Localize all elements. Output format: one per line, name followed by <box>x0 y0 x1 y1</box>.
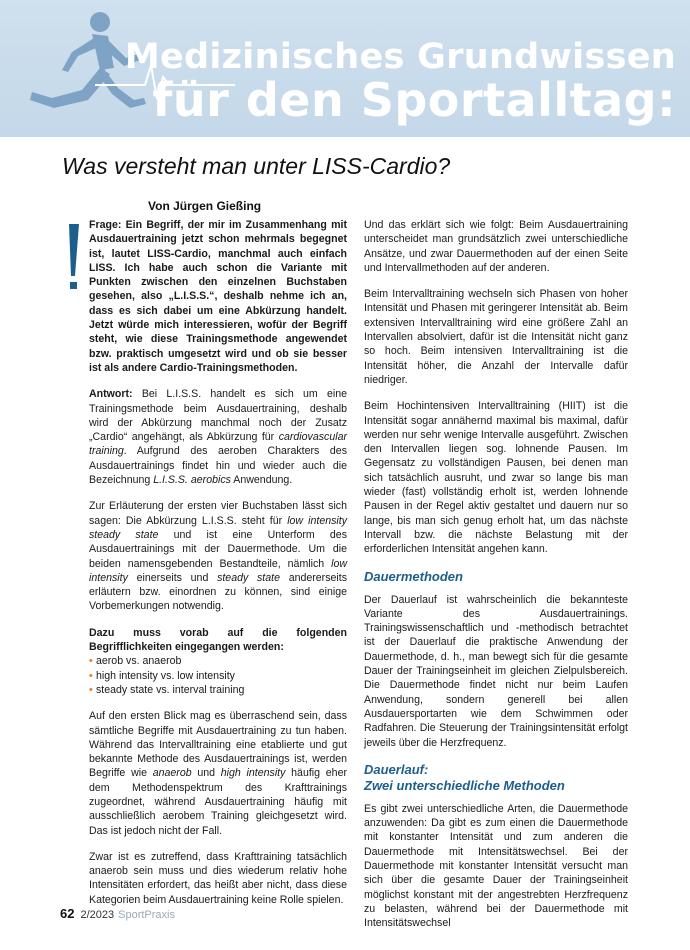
body-paragraph <box>89 709 347 838</box>
answer-text: . Aufgrund des aeroben Charakters des Ausdauertrainings findet hin und wieder auch die Bezeichnung <box>89 445 347 487</box>
body-paragraph: Der Dauerlauf ist wahrscheinlich die bekannteste Variante des Ausdauertrainings. Trainingswissenschaftlich und -methodisch betrachtet ist der Dauerlauf die praktische Anwendung der Dauermethode, d. h., man bewegt sich für die gesamte Dauer der Trainingseinheit im gleichen Zielpulsbereich. Die Dauermethode findet nicht nur beim Laufen Anwendung, sondern generell bei allen Ausdauersportarten wie dem Schwimmen oder Radfahren. Die Steuerung der Trainingsintensität erfolgt jeweils über die Herzfrequenz. <box>364 593 628 749</box>
right-column <box>364 218 628 942</box>
subheading-dauerlauf <box>364 762 628 794</box>
list-item: • aerob vs. anaerob <box>89 654 347 668</box>
subheading-line: Zwei unterschiedliche Methoden <box>364 777 565 793</box>
body-text: häufig eher dem Methodenspektrum des Krafttrainings zugeordnet, während Ausdauertraining häufig mit ausschließlich aerobem Training gleichgesetzt wird. Das ist jedoch nicht der Fall. <box>89 767 347 837</box>
article-headline: Was versteht man unter LISS-Cardio? <box>62 153 451 179</box>
page-number: 62 <box>60 906 75 921</box>
list-item: • high intensity vs. low intensity <box>89 669 347 683</box>
subheading-line: Dauerlauf: <box>364 761 429 777</box>
banner-title-line1: Medizinisches Grundwissen <box>124 37 676 77</box>
body-term: low intensity <box>89 557 347 584</box>
page-footer <box>60 906 175 921</box>
exclamation-mark-icon <box>66 224 80 296</box>
body-term: high intensity <box>220 767 286 780</box>
body-text: Auf den ersten Blick mag es überraschend sein, dass sämtliche Begriffe mit Ausdauertraining zu tun haben. Während das Intervalltraining eine etablierte und gut bekannte Methode des Ausdauertrainings ist, werden Begriffe wie <box>89 710 347 780</box>
reader-question: Frage: Ein Begriff, der mir im Zusammenhang mit Ausdauertraining jetzt schon mehrmals begegnet ist, lautet LISS-Cardio, manchmal auch einfach LISS. Ich habe auch schon die Variante mit Punkten zwischen den einzelnen Buchstaben gesehen, also „L.I.S.S.“, deshalb nehme ich an, dass es sich dabei um eine Abkürzung handelt. Jetzt würde mich interessieren, wofür der Begriff steht, wie diese Trainingsmethode angewendet bzw. praktisch umgesetzt wird und ob sie besser ist als andere Cardio-Trainingsmethoden. <box>89 219 347 374</box>
body-paragraph: Und das erklärt sich wie folgt: Beim Ausdauertraining unterscheidet man grundsätzlich zwei unterschiedliche Ansätze, und zwar Dauermethoden auf der einen Seite und Intervallmethoden auf der anderen. <box>364 219 628 274</box>
banner-title <box>124 37 676 127</box>
banner-title-line2: für den Sportalltag: <box>152 73 676 127</box>
article-byline: Von Jürgen Gießing <box>148 199 262 213</box>
body-paragraph: Zwar ist es zutreffend, dass Krafttraining tatsächlich anaerob sein muss und dies wiederum relativ hohe Intensitäten erfordert, das heißt aber nicht, dass diese Kategorien beim Ausdauertraining keine Rolle spielen. <box>89 850 347 906</box>
answer-text: Anwendung. <box>230 474 293 487</box>
magazine-name: SportPraxis <box>118 909 175 921</box>
answer-label: Antwort: <box>89 388 133 401</box>
body-term: anaerob <box>152 767 192 780</box>
answer-term: cardiovascular training <box>89 431 347 458</box>
list-item: • steady state vs. interval training <box>89 683 347 697</box>
answer-paragraph <box>89 387 347 487</box>
list-intro: Dazu muss vorab auf die folgenden Begrifflichkeiten eingegangen werden: <box>89 626 347 654</box>
answer-term: L.I.S.S. aerobics <box>153 474 231 487</box>
body-paragraph <box>89 499 347 613</box>
body-paragraph: Beim Intervalltraining wechseln sich Phasen von hoher Intensität und Phasen mit geringerer Intensität ab. Beim extensiven Intervalltraining wird eine größere Zahl an Intervallen absolviert, dafür ist die Intensität nicht ganz so hoch. Beim intensiven Intervalltraining ist die Intensität höher, die Anzahl der Intervalle dafür niedriger. <box>364 288 628 386</box>
body-paragraph: Beim Hochintensiven Intervalltraining (HIIT) ist die Intensität sogar annähernd maximal bis maximal, dafür werden nur sehr wenige Intervalle ausgeführt. Zwischen den Intervallen liegen sog. lohnende Pausen. Im Gegensatz zu vollständigen Pausen, bei denen man sich tatsächlich ausruht, und zwar so lange bis man wieder (fast) vollständig erholt ist, werden lohnende Pausen in der Regel aktiv gestaltet und dauern nur so lange, bis man sich genug erholt hat, um das nächste Intervall bzw. die nächste Belastung mit der erforderlichen Intensität angehen kann. <box>364 400 628 556</box>
body-term: low intensity steady state <box>89 514 348 541</box>
body-text: und <box>191 767 221 780</box>
left-column <box>89 218 347 919</box>
body-paragraph: Es gibt zwei unterschiedliche Arten, die Dauermethode anzuwenden: Da gibt es zum einen die Dauermethode mit konstanter Intensität und zum anderen die Dauermethode mit Intensitätswechsel. Bei der Dauermethode mit konstanter Intensität versucht man sich über die gesamte Dauer der Trainingseinheit möglichst konstant mit der angestrebten Herzfrequenz zu belasten, während bei der Dauermethode mit Intensitätswechsel <box>364 802 628 930</box>
subheading-dauermethoden: Dauermethoden <box>364 568 463 584</box>
body-text: Zur Erläuterung der ersten vier Buchstaben lässt sich sagen: Die Abkürzung L.I.S.S. steht für <box>89 500 347 527</box>
bullet-list <box>89 654 347 697</box>
body-term: steady state <box>217 571 280 584</box>
header-banner <box>0 0 690 137</box>
body-text: einerseits und <box>127 571 218 584</box>
body-text: andererseits erläutern bzw. einordnen zu können, sind einige Vorbemerkungen notwendig. <box>89 571 347 613</box>
answer-text: Bei L.I.S.S. handelt es sich um eine Trainingsmethode beim Ausdauertraining, deshalb wird der Abkürzung manchmal noch der Zusatz „Cardio“ angehängt, als Abkürzung für <box>89 388 347 444</box>
body-text: und ist eine Unterform des Ausdauertrainings mit der Dauermethode. Um die beiden namensgebenden Bestandteile, nämlich <box>89 528 347 570</box>
issue-number: 2/2023 <box>80 909 115 921</box>
